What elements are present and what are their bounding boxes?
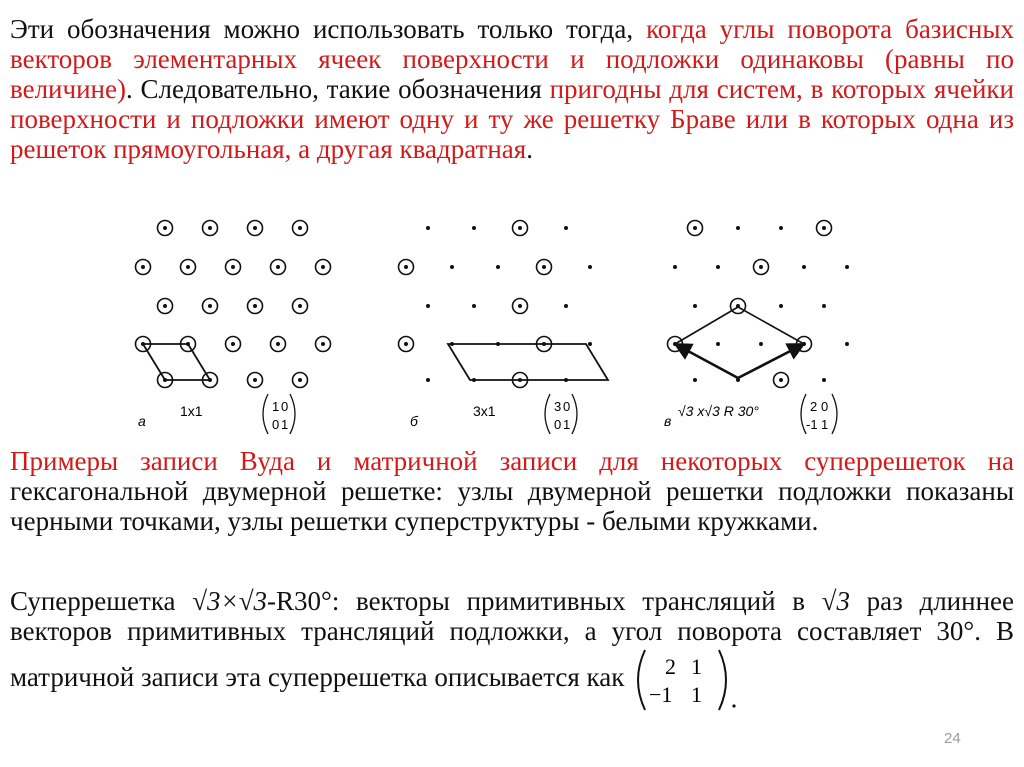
substrate-node <box>564 304 568 308</box>
explanation-root-expr: √3×√3 <box>192 586 268 616</box>
substrate-node <box>716 265 720 269</box>
inline-matrix <box>631 646 739 714</box>
substrate-node <box>321 342 325 346</box>
lattice-panel-a <box>136 221 331 388</box>
substrate-node <box>518 226 522 230</box>
cell-edge-c1 <box>675 307 738 344</box>
substrate-node <box>321 265 325 269</box>
substrate-node <box>822 226 826 230</box>
intro-text-2: . Следовательно, такие обозначения <box>125 74 550 104</box>
inline-matrix-11: 2 <box>665 654 677 679</box>
matrix-b-12: 0 <box>563 399 571 414</box>
matrix-c-21: -1 <box>806 417 818 432</box>
caption-text-2: узлы двумерной решетки подложки показаны черными точками, узлы решетки суперструктуры - белыми кружками. <box>10 476 1014 536</box>
substrate-node <box>736 226 740 230</box>
superlattice-figure <box>118 210 858 448</box>
substrate-node <box>426 304 430 308</box>
intro-highlight-2: пригодны для систем, в которых ячейки поверхности и подложки имеют одну и ту же решетку Браве или в которых одна из решеток прямоугольная, а другая квадратная <box>10 74 1014 164</box>
matrix-a-11: 1 <box>272 399 280 414</box>
panel-a-label: 1x1 <box>180 403 203 419</box>
matrix-c-12: 0 <box>821 399 829 414</box>
inline-matrix-22: 1 <box>691 682 703 707</box>
panel-b-letter: б <box>410 413 418 429</box>
substrate-node <box>564 226 568 230</box>
substrate-node <box>298 378 302 382</box>
substrate-node <box>253 226 257 230</box>
substrate-node <box>186 265 190 269</box>
substrate-node <box>298 304 302 308</box>
substrate-node <box>518 304 522 308</box>
inline-matrix-21: −1 <box>649 682 673 707</box>
intro-text-1: Эти обозначения можно использовать только тогда, <box>10 14 647 44</box>
substrate-node <box>779 304 783 308</box>
substrate-node <box>673 265 677 269</box>
intro-text-3: . <box>526 134 533 164</box>
unit-cell-b <box>448 344 608 380</box>
vector-c-right <box>738 344 804 378</box>
matrix-b-21: 0 <box>554 417 562 432</box>
explanation-paragraph <box>10 586 1014 714</box>
inline-matrix-12: 1 <box>691 654 703 679</box>
explanation-text-2: -R30°: векторы примитивных трансляций в <box>267 586 822 616</box>
panel-a-matrix <box>263 394 295 434</box>
caption-highlight: гексагональной двумерной решетке: <box>10 476 443 506</box>
unit-cell-a <box>143 344 210 380</box>
page-number: 24 <box>944 730 961 747</box>
substrate-node <box>693 378 697 382</box>
panel-c-label: √3 x√3 R 30° <box>678 403 759 419</box>
substrate-node <box>426 226 430 230</box>
substrate-node <box>496 265 500 269</box>
substrate-node <box>693 226 697 230</box>
substrate-node <box>450 265 454 269</box>
substrate-node <box>759 265 763 269</box>
substrate-node <box>779 378 783 382</box>
substrate-node <box>472 226 476 230</box>
substrate-node <box>404 265 408 269</box>
substrate-node <box>163 304 167 308</box>
substrate-node <box>253 378 257 382</box>
substrate-node <box>231 265 235 269</box>
explanation-text-3: раз длиннее векторов примитивных трансляций подложки, а угол поворота составляет 30°. В матричной записи эта суперрешетка описывается как <box>10 586 1014 693</box>
substrate-node <box>693 304 697 308</box>
explanation-root: √3 <box>821 586 850 616</box>
substrate-node <box>542 265 546 269</box>
matrix-b-11: 3 <box>554 399 562 414</box>
explanation-text-1: Суперрешетка <box>10 586 193 616</box>
substrate-node <box>759 342 763 346</box>
matrix-c-22: 1 <box>821 417 829 432</box>
matrix-a-22: 1 <box>281 417 289 432</box>
substrate-node <box>163 226 167 230</box>
intro-highlight-1: когда углы поворота базисных векторов элементарных ячеек поверхности и подложки одинаковы (равны по величине) <box>10 14 1014 104</box>
substrate-node <box>208 226 212 230</box>
substrate-node <box>426 378 430 382</box>
substrate-node <box>588 265 592 269</box>
matrix-c-11: 2 <box>810 399 818 414</box>
substrate-node <box>779 226 783 230</box>
caption-text-1: Примеры записи Вуда и матричной записи для некоторых суперрешеток на <box>10 446 1014 476</box>
substrate-node <box>276 265 280 269</box>
panel-b-label: 3x1 <box>473 403 496 419</box>
panel-a-letter: а <box>138 413 146 429</box>
lattice-panel-c <box>668 221 859 388</box>
substrate-node <box>802 265 806 269</box>
substrate-node <box>845 265 849 269</box>
caption-paragraph <box>10 446 1014 536</box>
panel-b-matrix <box>545 394 577 434</box>
matrix-a-12: 0 <box>281 399 289 414</box>
matrix-b-22: 1 <box>563 417 571 432</box>
substrate-node <box>472 304 476 308</box>
substrate-node <box>298 226 302 230</box>
substrate-node <box>845 342 849 346</box>
substrate-node <box>716 342 720 346</box>
substrate-node <box>141 265 145 269</box>
substrate-node <box>822 304 826 308</box>
panel-c-letter: в <box>664 413 672 429</box>
substrate-node <box>208 304 212 308</box>
matrix-a-21: 0 <box>272 417 280 432</box>
panel-c-matrix <box>801 394 837 434</box>
intro-paragraph <box>10 14 1014 164</box>
lattice-panel-b <box>399 221 593 388</box>
substrate-node <box>588 342 592 346</box>
vector-c-left <box>675 344 738 378</box>
substrate-node <box>253 304 257 308</box>
substrate-node <box>231 342 235 346</box>
cell-edge-c2 <box>738 307 804 344</box>
substrate-node <box>276 342 280 346</box>
substrate-node <box>822 378 826 382</box>
substrate-node <box>404 342 408 346</box>
